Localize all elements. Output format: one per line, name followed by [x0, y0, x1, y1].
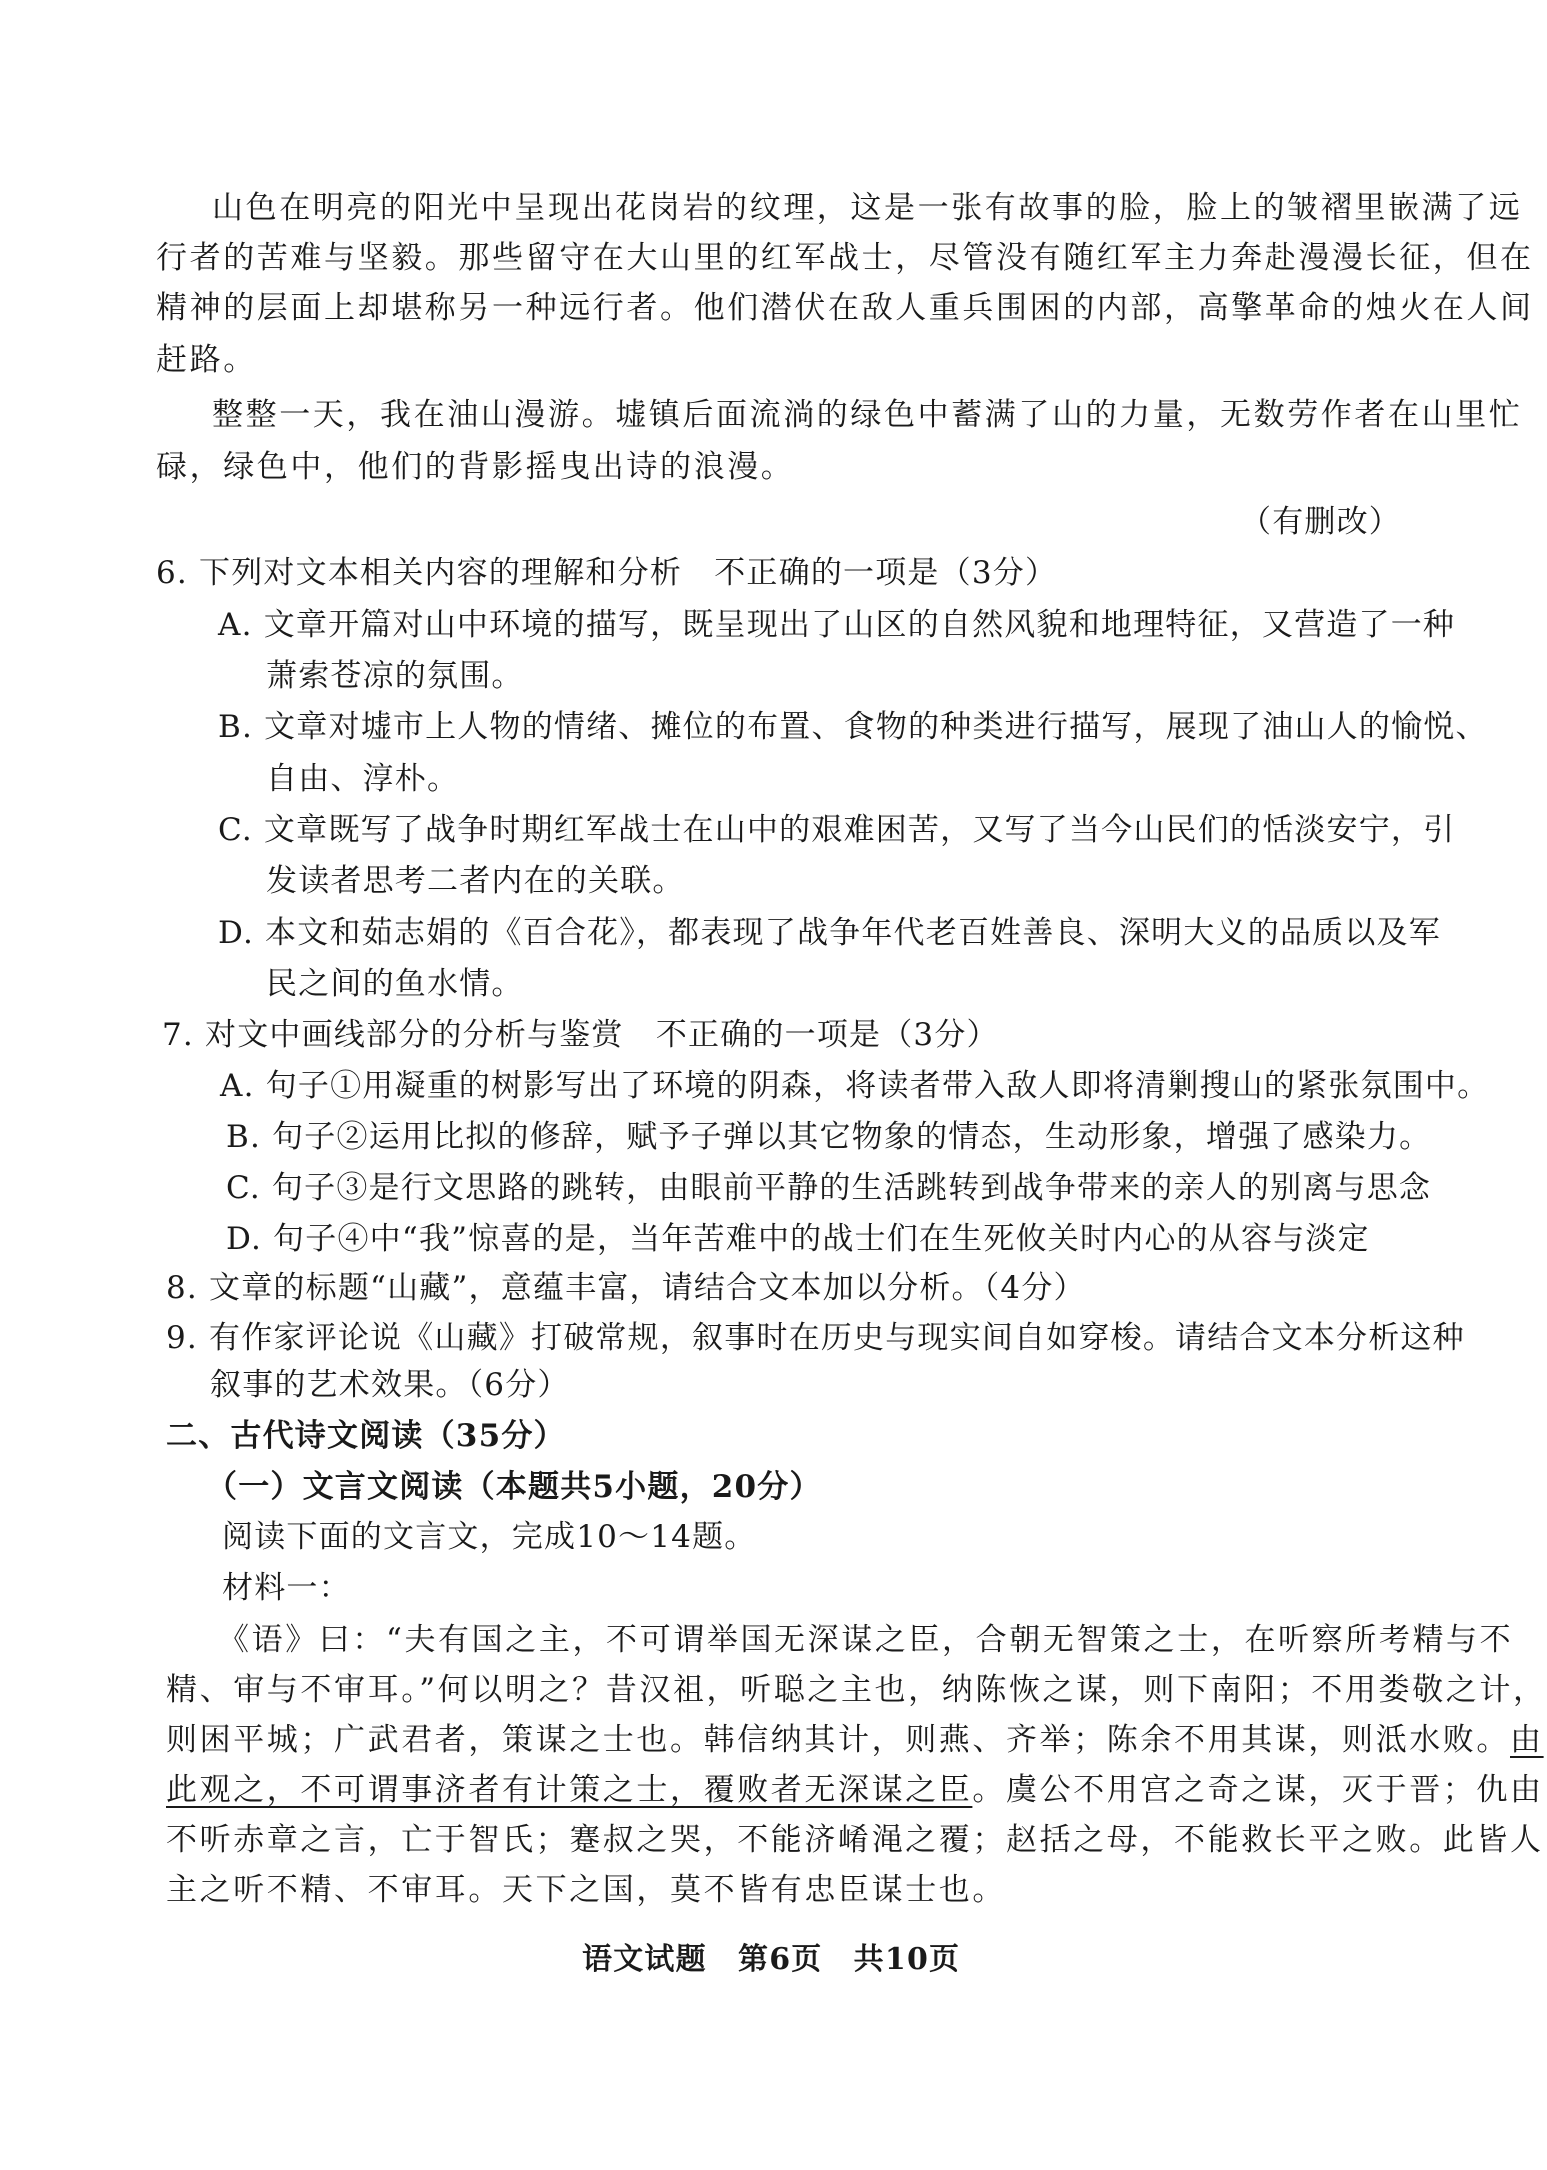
q7-option-a: A. 句子①用凝重的树影写出了环境的阴森，将读者带入敌人即将清剿搜山的紧张氛围中。 [220, 1068, 1490, 1104]
q6-option-a-cont: 萧索苍凉的氛围。 [266, 658, 524, 694]
underlined-text: 由 [1510, 1722, 1544, 1758]
q7-option-b: B. 句子②运用比拟的修辞，赋予子弹以其它物象的情态，生动形象，增强了感染力。 [226, 1119, 1432, 1155]
material-line [166, 1720, 1544, 1760]
material-line: 不听赤章之言，亡于智氏；蹇叔之哭，不能济崤渑之覆；赵括之母，不能救长平之败。此皆人 [166, 1822, 1544, 1858]
q6-option-a: A. 文章开篇对山中环境的描写，既呈现出了山区的自然风貌和地理特征，又营造了一种 [218, 607, 1456, 643]
question-9-cont: 叙事的艺术效果。（6分） [210, 1367, 570, 1403]
material-line: 主之听不精、不审耳。天下之国，莫不皆有忠臣谋士也。 [166, 1872, 1006, 1908]
q7-option-c: C. 句子③是行文思路的跳转，由眼前平静的生活跳转到战争带来的亲人的别离与思念 [226, 1170, 1432, 1206]
material-line: 精、审与不审耳。”何以明之？昔汉祖，听聪之主也，纳陈恢之谋，则下南阳；不用娄敬之计， [166, 1672, 1547, 1708]
section-2-subtitle: （一）文言文阅读（本题共5小题，20分） [206, 1469, 822, 1505]
page-footer: 语文试题 第6页 共10页 [582, 1942, 961, 1977]
passage-line: 赶路。 [156, 342, 257, 378]
q7-option-d: D. 句子④中“我”惊喜的是，当年苦难中的战士们在生死攸关时内心的从容与淡定 [226, 1221, 1370, 1257]
q6-option-d: D. 本文和茹志娟的《百合花》，都表现了战争年代老百姓善良、深明大义的品质以及军 [218, 915, 1441, 951]
question-6-stem: 6. 下列对文本相关内容的理解和分析 不正确的一项是（3分） [156, 555, 1058, 591]
q6-option-c: C. 文章既写了战争时期红军战士在山中的艰难困苦，又写了当今山民们的恬淡安宁，引 [218, 812, 1456, 848]
edit-note: （有删改） [1240, 504, 1401, 540]
question-9: 9. 有作家评论说《山藏》打破常规，叙事时在历史与现实间自如穿梭。请结合文本分析这种 [166, 1320, 1465, 1356]
section-2-title: 二、古代诗文阅读（35分） [166, 1418, 566, 1454]
material-label: 材料一： [222, 1570, 351, 1606]
q6-option-c-cont: 发读者思考二者内在的关联。 [266, 863, 685, 899]
passage-line: 山色在明亮的阳光中呈现出花岗岩的纹理，这是一张有故事的脸，脸上的皱褶里嵌满了远 [212, 190, 1523, 226]
reading-instruction: 阅读下面的文言文，完成10～14题。 [222, 1519, 757, 1555]
passage-line: 碌，绿色中，他们的背影摇曳出诗的浪漫。 [156, 449, 795, 485]
material-line: 《语》曰：“夫有国之主，不可谓举国无深谋之臣，合朝无智策之士，在听察所考精与不 [218, 1622, 1514, 1658]
question-8: 8. 文章的标题“山藏”，意蕴丰富，请结合文本加以分析。（4分） [166, 1270, 1086, 1306]
passage-line: 整整一天，我在油山漫游。墟镇后面流淌的绿色中蓄满了山的力量，无数劳作者在山里忙 [212, 397, 1523, 433]
material-text: 。虞公不用宫之奇之谋，灭于晋；仇由 [972, 1772, 1544, 1808]
question-7-stem: 7. 对文中画线部分的分析与鉴赏 不正确的一项是（3分） [162, 1017, 999, 1053]
material-line [166, 1770, 1544, 1810]
material-text: 则困平城；广武君者，策谋之士也。韩信纳其计，则燕、齐举；陈余不用其谋，则泜水败。 [166, 1722, 1510, 1758]
passage-line: 精神的层面上却堪称另一种远行者。他们潜伏在敌人重兵围困的内部，高擎革命的烛火在人间 [156, 290, 1534, 326]
passage-line: 行者的苦难与坚毅。那些留守在大山里的红军战士，尽管没有随红军主力奔赴漫漫长征，但在 [156, 240, 1534, 276]
q6-option-b-cont: 自由、淳朴。 [266, 761, 460, 797]
q6-option-b: B. 文章对墟市上人物的情绪、摊位的布置、食物的种类进行描写，展现了油山人的愉悦、 [218, 709, 1488, 745]
underlined-text: 此观之，不可谓事济者有计策之士，覆败者无深谋之臣 [166, 1772, 973, 1808]
q6-option-d-cont: 民之间的鱼水情。 [266, 966, 524, 1002]
